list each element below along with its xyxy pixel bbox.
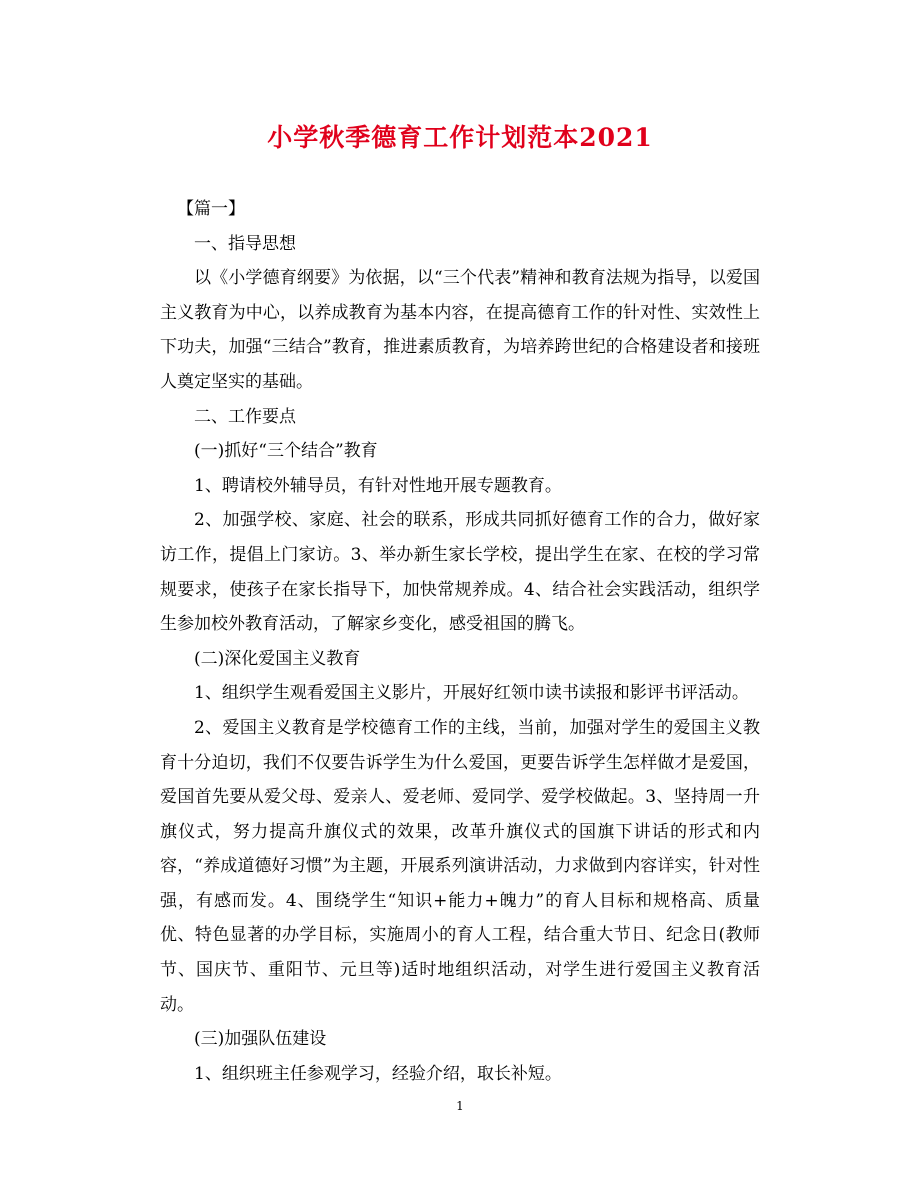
- paragraph-class-teachers: 1、组织班主任参观学习，经验介绍，取长补短。: [194, 1063, 562, 1084]
- paragraph-counselors: 1、聘请校外辅导员，有针对性地开展专题教育。: [194, 475, 562, 496]
- heading-guiding-thought: 一、指导思想: [194, 233, 296, 254]
- paragraph-guiding-thought: 以《小学德育纲要》为依据，以“三个代表”精神和教育法规为指导，以爱国主义教育为中心，以养成教育为基本内容，在提高德育工作的针对性、实效性上下功夫，加强“三结合”教育，推进素质教育，为培养跨世纪的合格建设者和接班人奠定坚实的基础。: [160, 268, 760, 392]
- subheading-team-building: (三)加强队伍建设: [194, 1029, 327, 1050]
- document-body: [160, 192, 760, 1091]
- subheading-three-combinations: (一)抓好“三个结合”教育: [194, 441, 378, 462]
- paragraph-patriotic-education: 2、爱国主义教育是学校德育工作的主线，当前，加强对学生的爱国主义教育十分迫切，我们不仅要告诉学生为什么爱国，更要告诉学生怎样做才是爱国，爱国首先要从爱父母、爱亲人、爱老师、爱同学、爱学校做起。3、坚持周一升旗仪式，努力提高升旗仪式的效果，改革升旗仪式的国旗下讲话的形式和内容，“养成道德好习惯”为主题，开展系列演讲活动，力求做到内容详实，针对性强，有感而发。4、围绕学生“知识+能力+魄力”的育人目标和规格高、质量优、特色显著的办学目标，实施周小的育人工程，结合重大节日、纪念日(教师节、国庆节、重阳节、元旦等)适时地组织活动，对学生进行爱国主义教育活动。: [160, 717, 760, 1015]
- section-marker: 【篇一】: [177, 199, 245, 219]
- paragraph-home-school: 2、加强学校、家庭、社会的联系，形成共同抓好德育工作的合力，做好家访工作，提倡上门家访。3、举办新生家长学校，提出学生在家、在校的学习常规要求，使孩子在家长指导下，加快常规养成。4、结合社会实践活动，组织学生参加校外教育活动，了解家乡变化，感受祖国的腾飞。: [160, 510, 760, 635]
- subheading-patriotism: (二)深化爱国主义教育: [194, 648, 361, 669]
- paragraph-patriotic-films: 1、组织学生观看爱国主义影片，开展好红领巾读书读报和影评书评活动。: [194, 683, 749, 704]
- document-title: 小学秋季德育工作计划范本2021: [267, 123, 653, 152]
- heading-work-points: 二、工作要点: [194, 406, 296, 427]
- page-number: 1: [456, 1099, 464, 1113]
